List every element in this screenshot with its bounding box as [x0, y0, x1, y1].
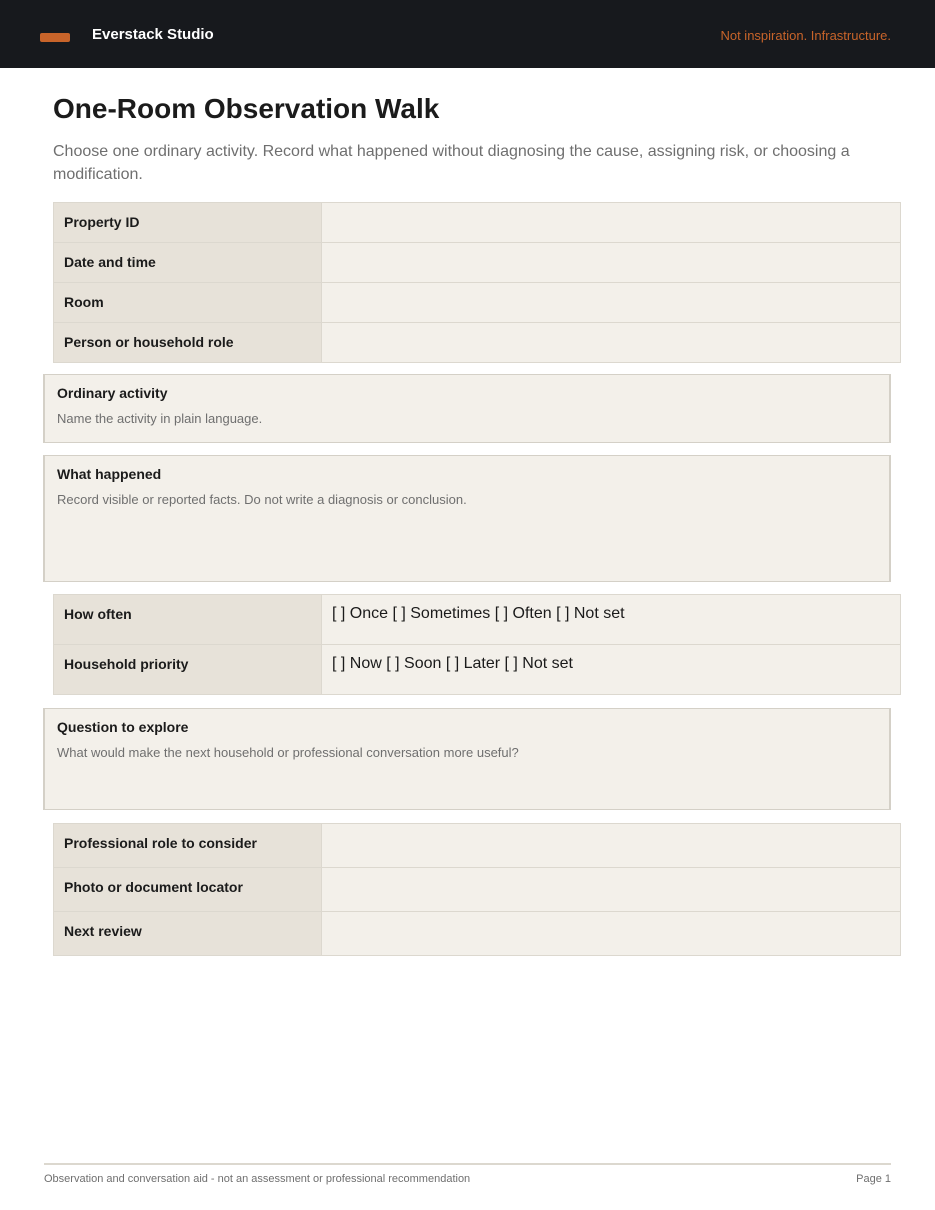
brand-logo-mark [40, 33, 70, 42]
table-row [54, 868, 901, 912]
brand-tagline: Not inspiration. Infrastructure. [720, 28, 891, 43]
table-row [54, 243, 901, 283]
date-time-label: Date and time [54, 243, 322, 283]
next-review-field[interactable] [322, 912, 901, 956]
how-often-label: How often [54, 595, 322, 645]
person-role-label: Person or household role [54, 323, 322, 363]
followup-table [53, 823, 901, 956]
table-row [54, 203, 901, 243]
date-time-field[interactable] [322, 243, 901, 283]
question-to-explore-title: Question to explore [57, 719, 189, 735]
room-field[interactable] [322, 283, 901, 323]
question-to-explore-help: What would make the next household or professional conversation more useful? [57, 745, 519, 760]
details-table [53, 202, 901, 363]
what-happened-help: Record visible or reported facts. Do not write a diagnosis or conclusion. [57, 492, 467, 507]
property-id-field[interactable] [322, 203, 901, 243]
person-role-field[interactable] [322, 323, 901, 363]
table-row [54, 595, 901, 645]
table-row [54, 912, 901, 956]
table-row [54, 283, 901, 323]
photo-locator-label: Photo or document locator [54, 868, 322, 912]
how-often-options[interactable]: [ ] Once [ ] Sometimes [ ] Often [ ] Not set [322, 595, 901, 645]
ordinary-activity-box[interactable] [43, 374, 891, 443]
footer-divider [44, 1163, 891, 1165]
photo-locator-field[interactable] [322, 868, 901, 912]
what-happened-box[interactable] [43, 455, 891, 582]
table-row [54, 323, 901, 363]
household-priority-label: Household priority [54, 645, 322, 695]
table-row [54, 824, 901, 868]
property-id-label: Property ID [54, 203, 322, 243]
frequency-table [53, 594, 901, 695]
what-happened-title: What happened [57, 466, 162, 482]
professional-role-label: Professional role to consider [54, 824, 322, 868]
page-header [0, 0, 935, 68]
page-intro: Choose one ordinary activity. Record what happened without diagnosing the cause, assigning risk, or choosing a modification. [53, 143, 850, 183]
page-number: Page 1 [856, 1173, 891, 1185]
household-priority-options[interactable]: [ ] Now [ ] Soon [ ] Later [ ] Not set [322, 645, 901, 695]
page-title: One-Room Observation Walk [53, 93, 440, 124]
table-row [54, 645, 901, 695]
professional-role-field[interactable] [322, 824, 901, 868]
question-to-explore-box[interactable] [43, 708, 891, 810]
footer-disclaimer: Observation and conversation aid - not an assessment or professional recommendation [44, 1173, 471, 1185]
ordinary-activity-title: Ordinary activity [57, 385, 168, 401]
next-review-label: Next review [54, 912, 322, 956]
room-label: Room [54, 283, 322, 323]
brand-name: Everstack Studio [92, 26, 214, 43]
ordinary-activity-help: Name the activity in plain language. [57, 411, 263, 426]
